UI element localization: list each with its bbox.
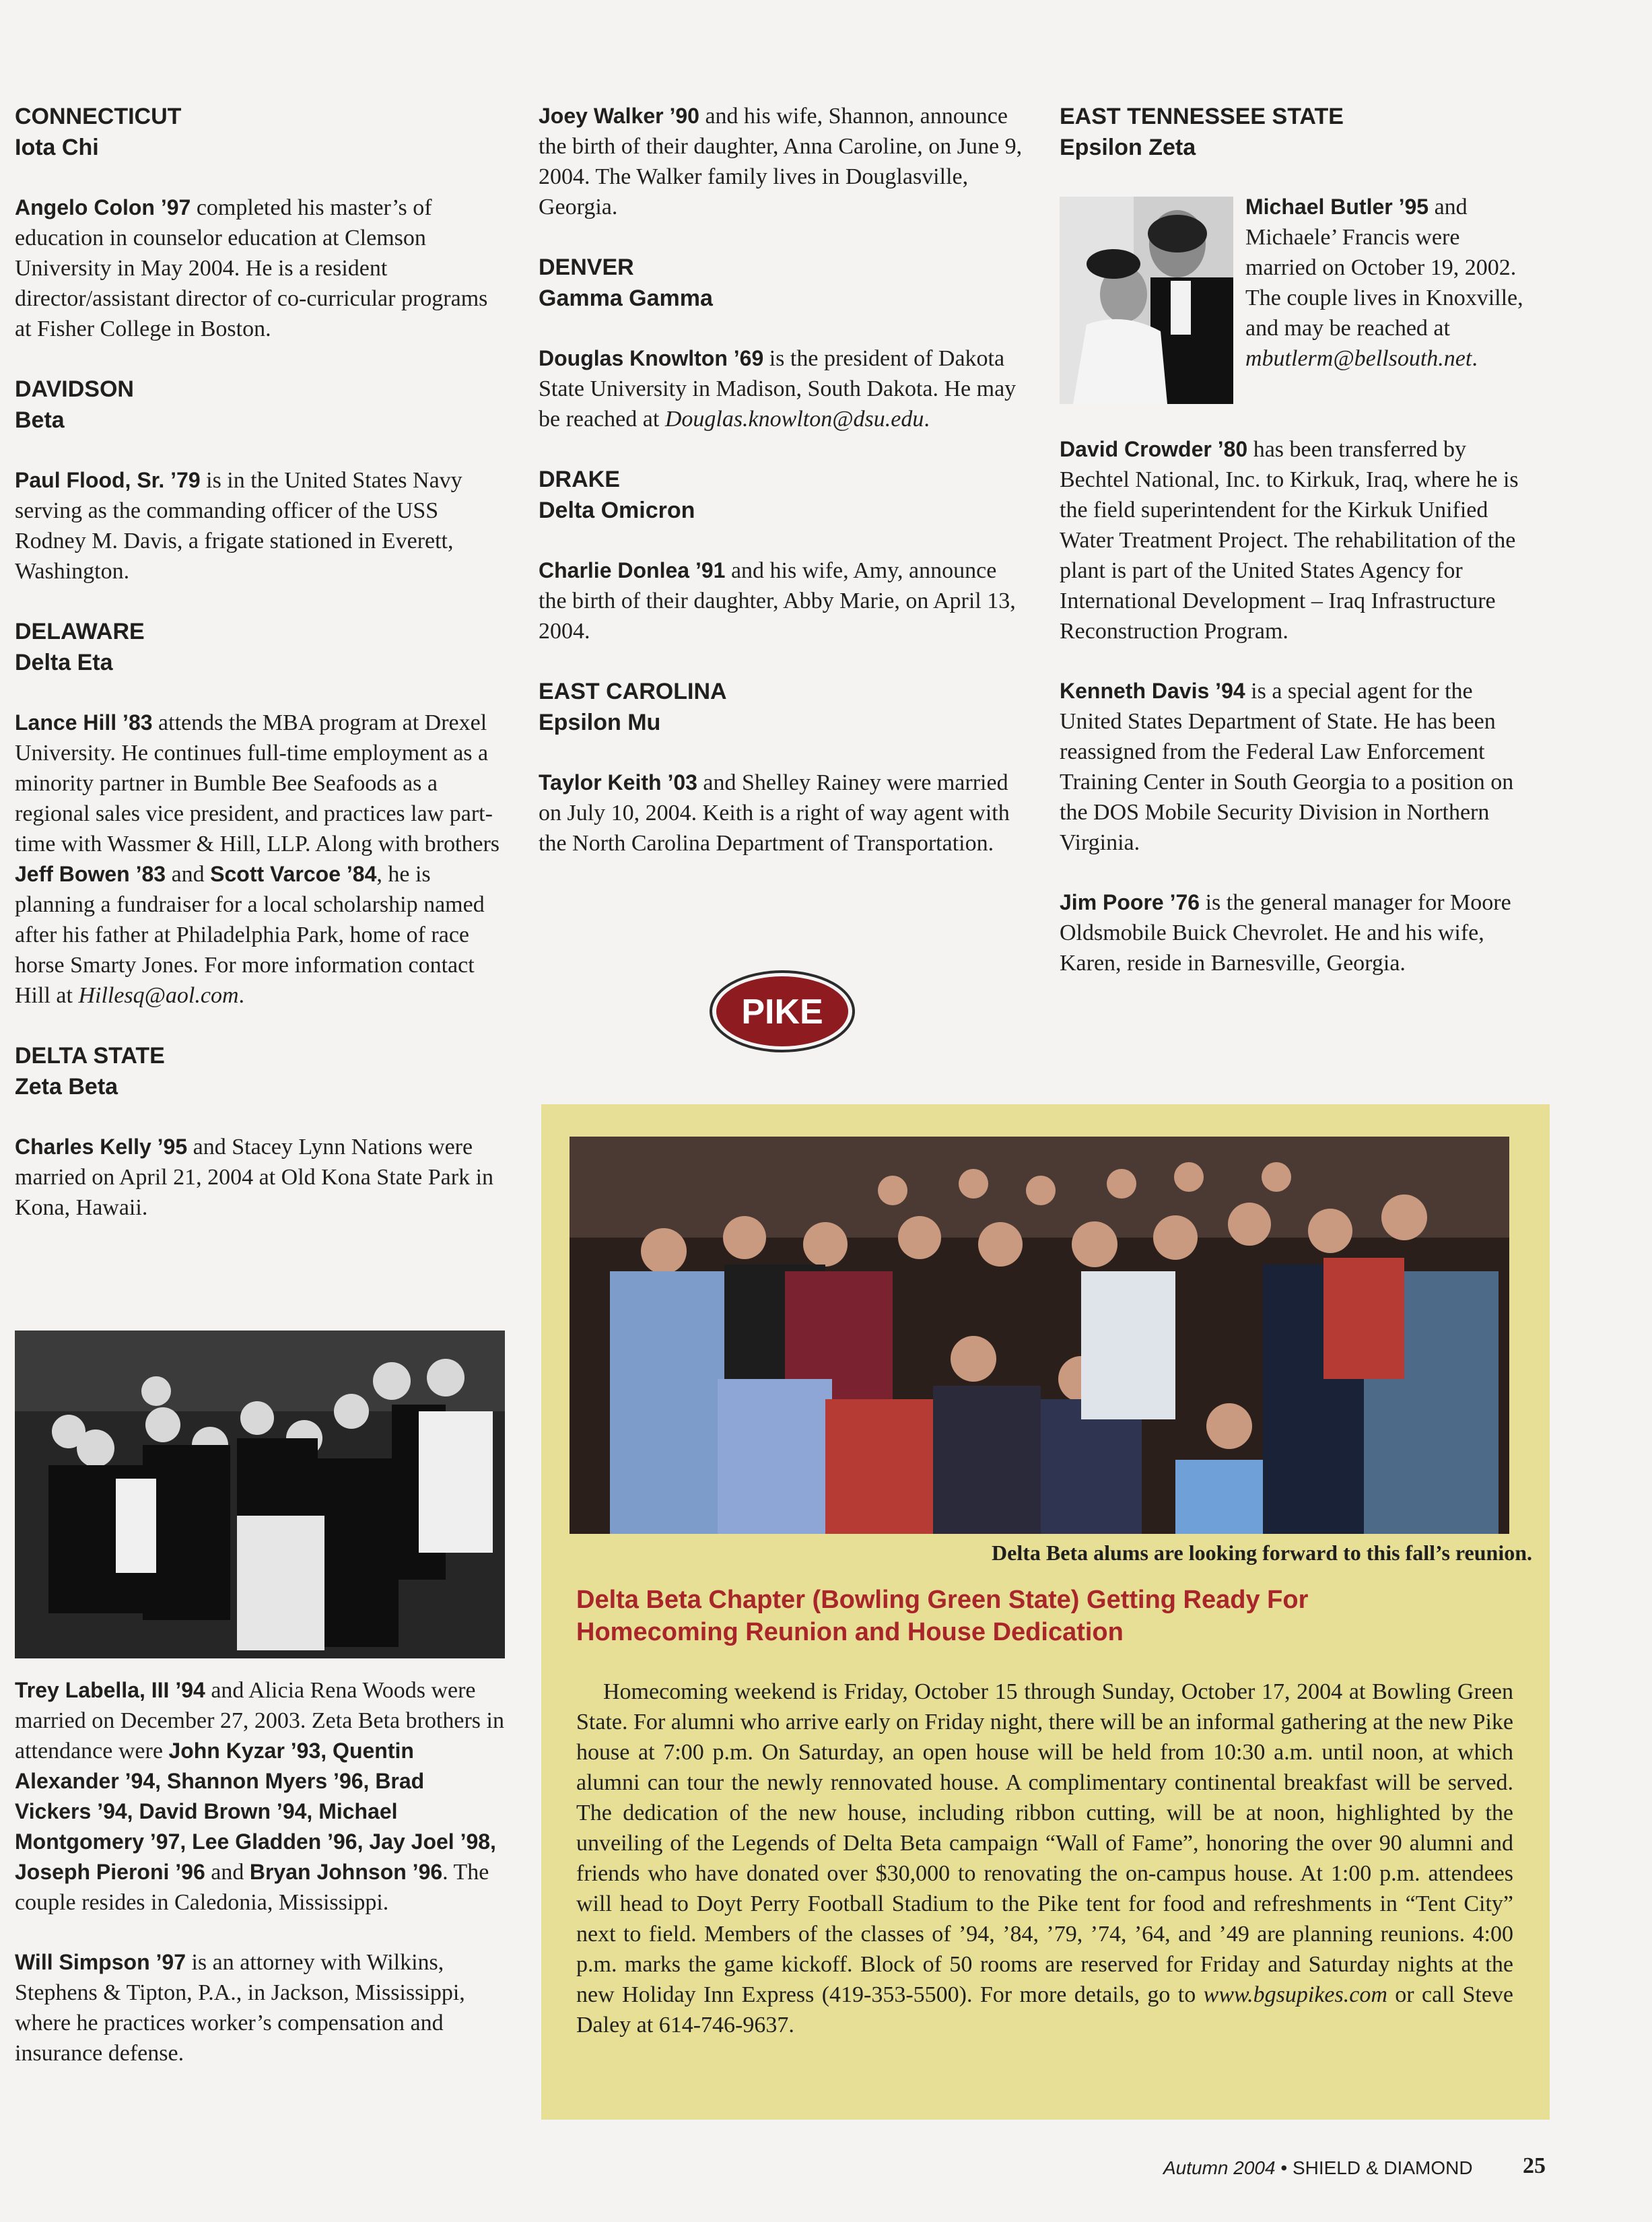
news-item: Will Simpson ’97 is an attorney with Wilkins, Stephens & Tipton, P.A., in Jackson, Mississippi, where he practices worker’s compensation and insurance defense. — [15, 1950, 465, 2066]
feature-box — [541, 1104, 1550, 2120]
wedding-group-photo — [15, 1331, 505, 1658]
state-heading: DELAWARE — [15, 619, 145, 644]
column-1 — [15, 101, 506, 1223]
news-item: Trey Labella, III ’94 and Alicia Rena Woods were married on December 27, 2003. Zeta Beta brothers in attendance were John Kyzar ’93, Quentin Alexander ’94, Shannon Myers ’96, Brad Vickers ’94, David Brown ’94, Michael Montgomery ’97, Lee Gladden ’96, Jay Joel ’98, Joseph Pieroni ’96 and Bryan Johnson ’96. The couple resides in Caledonia, Mississippi. — [15, 1678, 504, 1915]
state-heading: DAVIDSON — [15, 376, 134, 402]
state-heading: DRAKE — [539, 467, 620, 492]
pike-logo — [709, 970, 856, 1053]
news-item: Paul Flood, Sr. ’79 is in the United States Navy serving as the commanding officer of the USS Rodney M. Davis, a frigate stationed in Everett, Washington. — [15, 468, 462, 584]
email-link: Douglas.knowlton@dsu.edu — [664, 407, 924, 432]
news-item: Joey Walker ’90 and his wife, Shannon, announce the birth of their daughter, Anna Caroline, on June 9, 2004. The Walker family lives in Douglasville, Georgia. — [539, 104, 1023, 220]
delta-beta-group-photo — [570, 1137, 1509, 1534]
column-3-lower — [1060, 434, 1531, 978]
wedding-couple-photo — [1060, 197, 1233, 404]
svg-text:PIKE: PIKE — [741, 992, 823, 1032]
news-item: Lance Hill ’83 attends the MBA program at Drexel University. He continues full-time employment as a minority partner in Bumble Bee Seafoods as a regional sales vice president, and practices law part-time with Wassmer & Hill, LLP. Along with brothers Jeff Bowen ’83 and Scott Varcoe ’84, he is planning a fundraiser for a local scholarship named after his father at Philadelphia Park, home of race horse Smarty Jones. For more information contact Hill at Hillesq@aol.com. — [15, 710, 500, 1008]
column-1-lower — [15, 1675, 506, 2068]
chapter-heading: Epsilon Zeta — [1060, 135, 1196, 160]
email-link: mbutlerm@bellsouth.net — [1245, 346, 1472, 371]
chapter-heading: Beta — [15, 407, 65, 433]
column-3-etsu-text — [1245, 192, 1528, 374]
chapter-heading: Epsilon Mu — [539, 710, 661, 735]
news-item: Taylor Keith ’03 and Shelley Rainey were married on July 10, 2004. Keith is a right of way agent with the North Carolina Department of Transportation. — [539, 770, 1010, 856]
state-heading: EAST TENNESSEE STATE — [1060, 104, 1344, 129]
page-footer: Autumn 2004 • SHIELD & DIAMOND — [1163, 2157, 1473, 2178]
feature-body: Homecoming weekend is Friday, October 15 through Sunday, October 17, 2004 at Bowling Green State. For alumni who arrive early on Friday night, there will be an informal gathering at the new Pike house at 7:00 p.m. On Saturday, an open house will be held from 10:30 a.m. until noon, at which alumni can tour the newly rennovated house. A complimentary continental breakfast will be served. The dedication of the new house, including ribbon cutting, will be at noon, highlighted by the unveiling of the Legends of Delta Beta campaign “Wall of Fame”, honoring the over 90 alumni and friends who have donated over $30,000 to renovating the on-campus house. At 1:00 p.m. attendees will head to Doyt Perry Football Stadium to the Pike tent for food and refreshments in “Tent City” next to field. Members of the classes of ’94, ’84, ’79, ’74, ’64, and ’49 are planning reunions. 4:00 p.m. marks the game kickoff. Block of 50 rooms are reserved for Friday and Saturday nights at the new Holiday Inn Express (419-353-5500). For more details, go to www.bgsupikes.com or call Steve Daley at 614-746-9637. — [576, 1679, 1513, 2038]
news-item: Angelo Colon ’97 completed his master’s of education in counselor education at Clemson University in May 2004. He is a resident director/assistant director of co-curricular programs at Fisher College in Boston. — [15, 195, 488, 341]
page-number: 25 — [1523, 2153, 1546, 2178]
column-3 — [1060, 101, 1531, 163]
chapter-heading: Gamma Gamma — [539, 285, 713, 311]
website-link[interactable]: www.bgsupikes.com — [1203, 1982, 1387, 2007]
state-heading: DENVER — [539, 255, 634, 280]
email-link: Hillesq@aol.com — [78, 983, 239, 1008]
chapter-heading: Delta Omicron — [539, 498, 695, 523]
news-item: David Crowder ’80 has been transferred by Bechtel National, Inc. to Kirkuk, Iraq, where he is the field superintendent for the Kirkuk Unified Water Treatment Project. The rehabilitation of the plant is part of the United States Agency for International Development – Iraq Infrastructure Reconstruction Program. — [1060, 437, 1519, 644]
chapter-heading: Delta Eta — [15, 650, 113, 675]
photo-caption: Delta Beta alums are looking forward to this fall’s reunion. — [992, 1541, 1532, 1565]
news-item: Charlie Donlea ’91 and his wife, Amy, announce the birth of their daughter, Abby Marie, on April 13, 2004. — [539, 558, 1016, 644]
state-heading: CONNECTICUT — [15, 104, 182, 129]
news-item: Michael Butler ’95 and Michaele’ Francis were married on October 19, 2002. The couple lives in Knoxville, and may be reached at mbutlerm@bellsouth.net. — [1245, 195, 1523, 371]
news-item: Jim Poore ’76 is the general manager for Moore Oldsmobile Buick Chevrolet. He and his wife, Karen, reside in Barnesville, Georgia. — [1060, 890, 1511, 976]
feature-title: Delta Beta Chapter (Bowling Green State) Getting Ready For Homecoming Reunion and House Dedication — [576, 1586, 1309, 1646]
news-item: Kenneth Davis ’94 is a special agent for the United States Department of State. He has been reassigned from the Federal Law Enforcement Training Center in South Georgia to a position on the DOS Mobile Security Division in Northern Virginia. — [1060, 679, 1514, 855]
news-item: Charles Kelly ’95 and Stacey Lynn Nations were married on April 21, 2004 at Old Kona State Park in Kona, Hawaii. — [15, 1135, 494, 1220]
issue-label: Autumn 2004 — [1163, 2157, 1276, 2178]
chapter-heading: Zeta Beta — [15, 1074, 118, 1100]
chapter-heading: Iota Chi — [15, 135, 99, 160]
news-item: Douglas Knowlton ’69 is the president of Dakota State University in Madison, South Dakota. He may be reached at Douglas.knowlton@dsu.edu. — [539, 346, 1017, 432]
state-heading: EAST CAROLINA — [539, 679, 727, 704]
column-2 — [539, 101, 1023, 858]
state-heading: DELTA STATE — [15, 1043, 165, 1069]
magazine-name: SHIELD & DIAMOND — [1292, 2157, 1473, 2178]
